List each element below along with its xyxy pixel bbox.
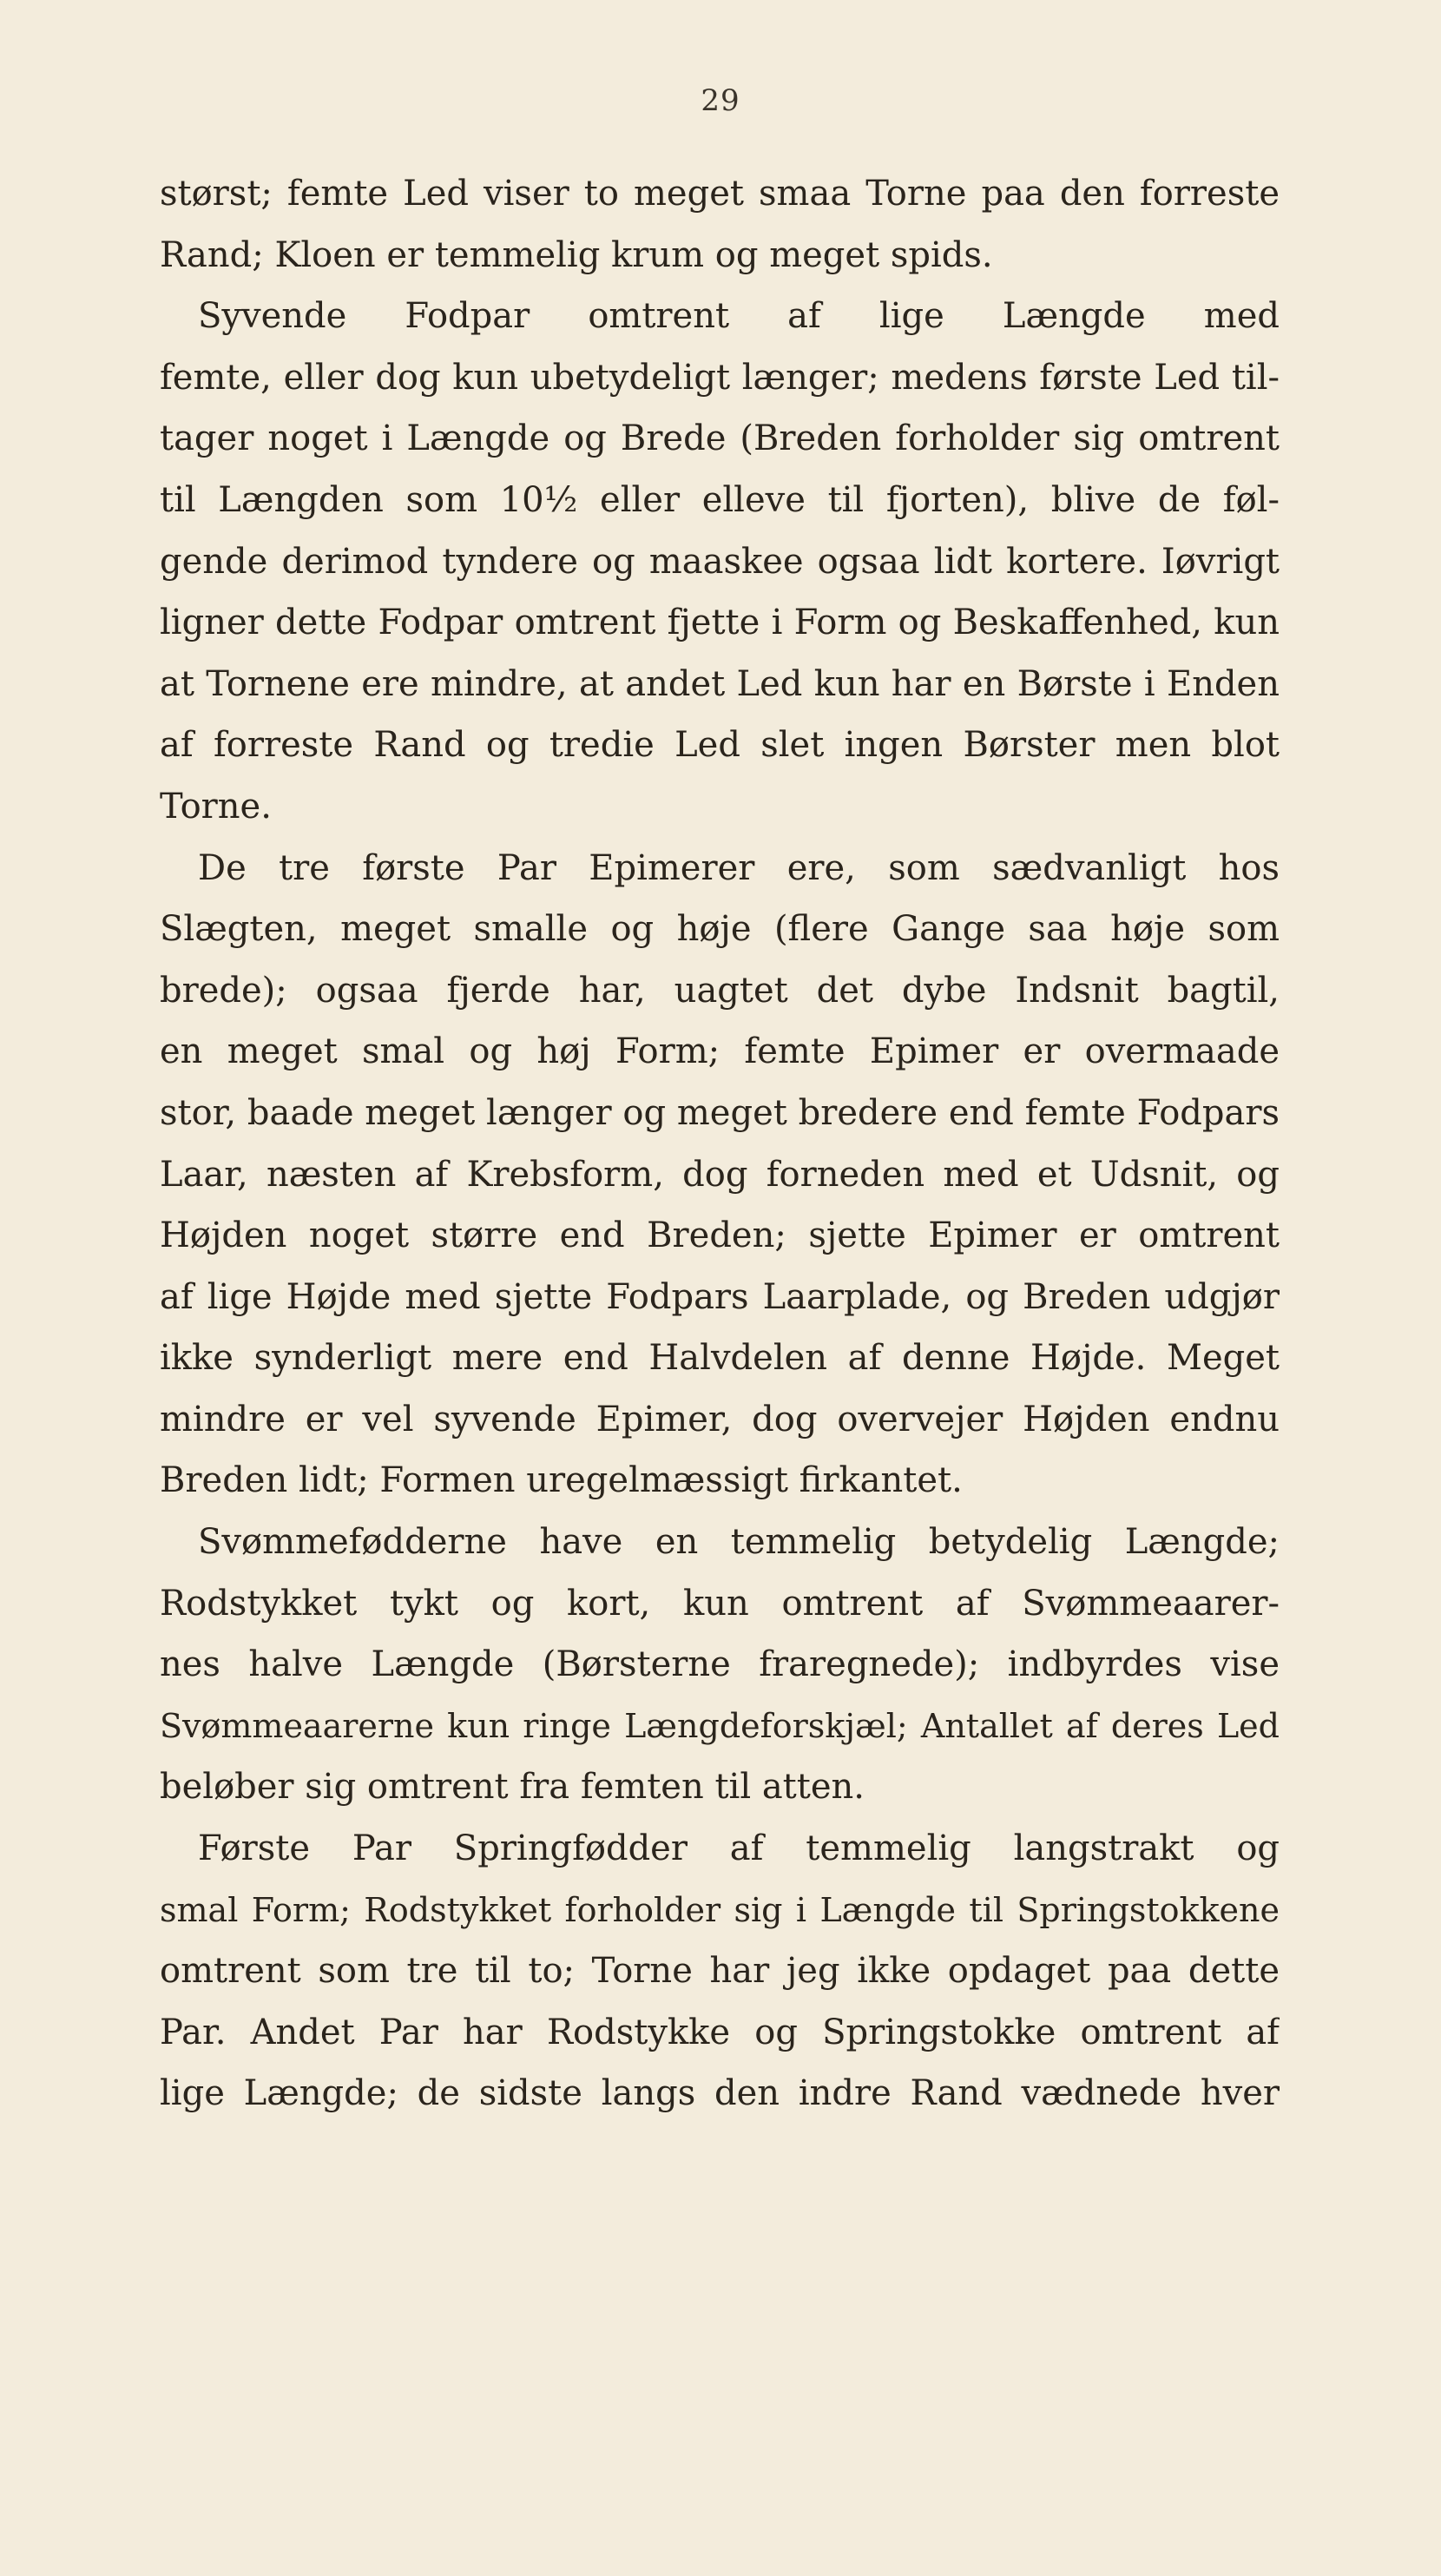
text-line: ligner dette Fodpar omtrent fjette i Form og Beskaffenhed, kun xyxy=(160,603,1280,643)
text-line: stor, baade meget længer og meget bredere end femte Fodpars xyxy=(160,1092,1280,1133)
text-line: Svømmefødderne have en temmelig betydelig Længde; xyxy=(198,1522,1280,1563)
text-line: størst; femte Led viser to meget smaa Torne paa den forreste xyxy=(160,174,1280,214)
text-line: Slægten, meget smalle og høje (flere Gange saa høje som xyxy=(160,909,1280,950)
text-line: af lige Højde med sjette Fodpars Laarplade, og Breden udgjør xyxy=(160,1276,1280,1317)
body-text xyxy=(160,163,1280,2125)
text-line: at Tornene ere mindre, at andet Led kun har en Børste i Enden xyxy=(160,663,1280,704)
text-line: De tre første Par Epimerer ere, som sædvanligt hos xyxy=(198,847,1280,888)
text-line: brede); ogsaa fjerde har, uagtet det dybe Indsnit bagtil, xyxy=(160,970,1280,1011)
text-line: beløber sig omtrent fra femten til atten. xyxy=(160,1767,865,1808)
text-line: Første Par Springfødder af temmelig langstrakt og xyxy=(198,1828,1280,1869)
text-line: nes halve Længde (Børsterne fraregnede); indbyrdes vise xyxy=(160,1644,1280,1685)
page-number: 29 xyxy=(701,83,740,118)
text-line: tager noget i Længde og Brede (Breden forholder sig omtrent xyxy=(160,418,1280,459)
text-line: Svømmeaarerne kun ringe Længdeforskjæl; Antallet af deres Led xyxy=(160,1706,1280,1745)
text-line: omtrent som tre til to; Torne har jeg ikke opdaget paa dette xyxy=(160,1951,1280,1992)
text-line: Torne. xyxy=(160,786,272,827)
text-line: Par. Andet Par har Rodstykke og Springstokke omtrent af xyxy=(160,2012,1280,2052)
text-line: gende derimod tyndere og maaskee ogsaa lidt kortere. Iøvrigt xyxy=(160,541,1280,582)
text-line: af forreste Rand og tredie Led slet ingen Børster men blot xyxy=(160,725,1280,766)
text-line: Højden noget større end Breden; sjette Epimer er omtrent xyxy=(160,1216,1280,1256)
text-line: Laar, næsten af Krebsform, dog forneden med et Udsnit, og xyxy=(160,1154,1280,1195)
text-line: Breden lidt; Formen uregelmæssigt firkantet. xyxy=(160,1460,963,1501)
text-line: Syvende Fodpar omtrent af lige Længde med xyxy=(198,296,1280,337)
text-line: en meget smal og høj Form; femte Epimer er overmaade xyxy=(160,1031,1280,1072)
text-line: femte, eller dog kun ubetydeligt længer; medens første Led til- xyxy=(160,357,1280,398)
text-line: smal Form; Rodstykket forholder sig i Længde til Springstokkene xyxy=(160,1890,1280,1929)
text-line: mindre er vel syvende Epimer, dog overvejer Højden endnu xyxy=(160,1399,1280,1440)
text-line: Rand; Kloen er temmelig krum og meget spids. xyxy=(160,234,993,275)
text-line: ikke synderligt mere end Halvdelen af denne Højde. Meget xyxy=(160,1338,1280,1379)
text-line: til Længden som 10½ eller elleve til fjorten), blive de føl- xyxy=(160,479,1280,520)
text-line: Rodstykket tykt og kort, kun omtrent af Svømmeaarer- xyxy=(160,1583,1280,1624)
text-line: lige Længde; de sidste langs den indre Rand vædnede hver xyxy=(160,2073,1280,2114)
